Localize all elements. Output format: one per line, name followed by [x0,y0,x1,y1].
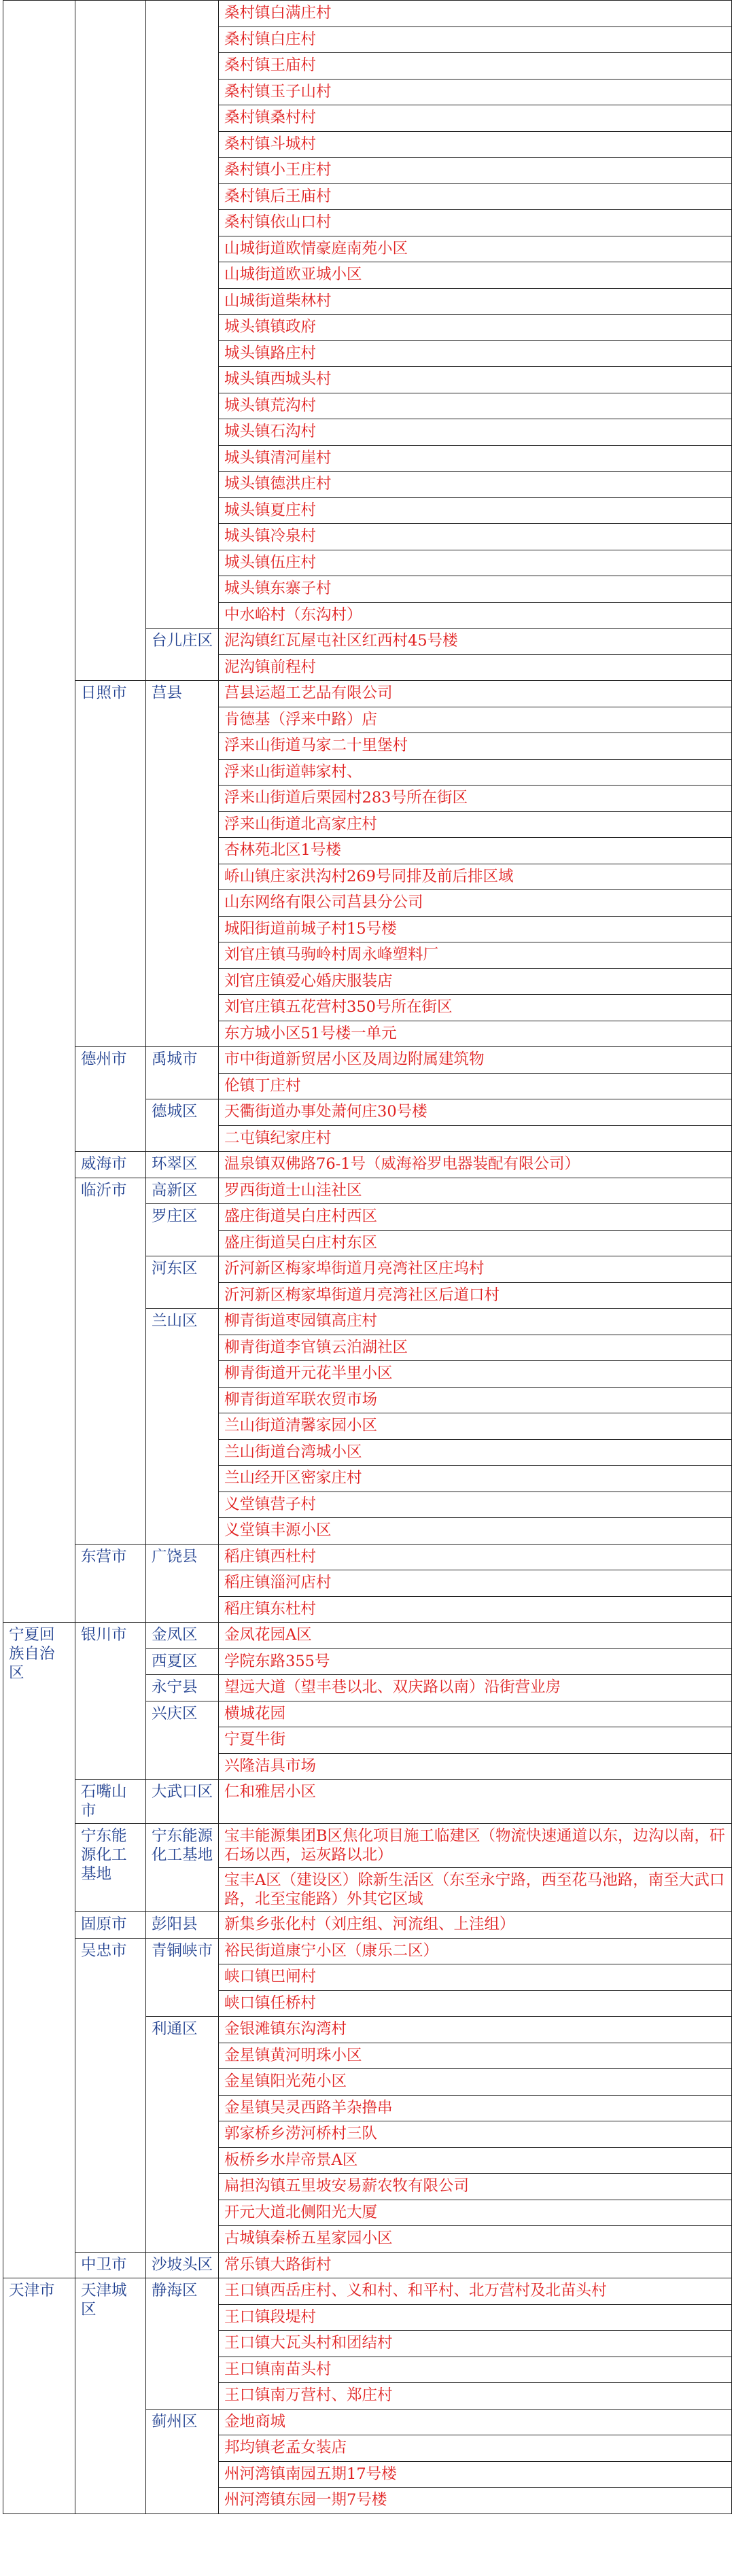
location-cell: 邦均镇老孟女装店 [219,2435,732,2462]
city-cell: 银川市 [75,1623,146,1780]
location-cell: 义堂镇营子村 [219,1492,732,1518]
location-cell: 山东网络有限公司莒县分公司 [219,890,732,917]
location-cell: 沂河新区梅家埠街道月亮湾社区庄坞村 [219,1256,732,1283]
location-cell: 桑村镇小王庄村 [219,158,732,184]
district-cell: 利通区 [146,2017,219,2253]
city-cell: 中卫市 [75,2252,146,2278]
district-cell: 沙坡头区 [146,2252,219,2278]
city-cell: 临沂市 [75,1178,146,1544]
city-cell: 石嘴山市 [75,1780,146,1824]
location-cell: 望远大道（望丰巷以北、双庆路以南）沿街营业房 [219,1675,732,1701]
location-cell: 仁和雅居小区 [219,1780,732,1824]
location-cell: 山城街道柴林村 [219,288,732,315]
location-cell: 城阳街道前城子村15号楼 [219,916,732,942]
location-cell: 温泉镇双佛路76-1号（威海裕罗电器装配有限公司） [219,1152,732,1178]
location-cell: 山城街道欧亚城小区 [219,262,732,289]
risk-area-table [3,0,732,2514]
city-cell: 威海市 [75,1152,146,1178]
location-cell: 浮来山街道后栗园村283号所在街区 [219,786,732,812]
location-cell: 新集乡张化村（刘庄组、河流组、上洼组） [219,1912,732,1939]
district-cell: 台儿庄区 [146,629,219,681]
location-cell: 市中街道新贸居小区及周边附属建筑物 [219,1047,732,1074]
location-cell: 稻庄镇西杜村 [219,1544,732,1570]
district-cell: 罗庄区 [146,1204,219,1256]
location-cell: 城头镇伍庄村 [219,550,732,576]
district-cell: 德城区 [146,1099,219,1152]
table-row [3,681,732,707]
location-cell: 刘官庄镇马驹岭村周永峰塑料厂 [219,942,732,969]
location-cell: 兰山街道清馨家园小区 [219,1413,732,1440]
district-cell: 莒县 [146,681,219,1047]
location-cell: 城头镇夏庄村 [219,497,732,524]
location-cell: 山城街道欧情豪庭南苑小区 [219,236,732,262]
location-cell: 王口镇南苗头村 [219,2357,732,2383]
location-cell: 泥沟镇红瓦屋屯社区红西村45号楼 [219,629,732,655]
location-cell: 王口镇段堤村 [219,2304,732,2331]
location-cell: 桑村镇白满庄村 [219,1,732,27]
location-cell: 柳青街道枣园镇高庄村 [219,1309,732,1335]
table-row [3,1824,732,1868]
table-row [3,1938,732,1964]
district-cell: 兴庆区 [146,1701,219,1780]
table-row [3,1912,732,1939]
district-cell: 静海区 [146,2278,219,2410]
location-cell: 盛庄街道吴白庄村西区 [219,1204,732,1231]
table-row [3,1544,732,1570]
location-cell: 峡口镇任桥村 [219,1990,732,2017]
city-cell: 东营市 [75,1544,146,1623]
location-cell: 刘官庄镇五花营村350号所在街区 [219,995,732,1021]
location-cell: 王口镇大瓦头村和团结村 [219,2331,732,2357]
location-cell: 肯德基（浮来中路）店 [219,707,732,733]
location-cell: 浮来山街道马家二十里堡村 [219,733,732,760]
province-cell [3,1,75,1623]
location-cell: 郭家桥乡涝河桥村三队 [219,2121,732,2148]
location-cell: 东方城小区51号楼一单元 [219,1021,732,1047]
location-cell: 宝丰A区（建设区）除新生活区（东至永宁路，西至花马池路，南至大武口路，北至宝能路）外其它区域 [219,1868,732,1912]
table-row [3,2278,732,2305]
district-cell: 蓟州区 [146,2409,219,2513]
location-cell: 城头镇东寨子村 [219,576,732,603]
district-cell: 宁东能源化工基地 [146,1824,219,1912]
location-cell: 城头镇荒沟村 [219,393,732,419]
location-cell: 桑村镇后王庙村 [219,183,732,210]
district-cell: 永宁县 [146,1675,219,1701]
location-cell: 州河湾镇南园五期17号楼 [219,2461,732,2488]
location-cell: 城头镇冷泉村 [219,524,732,550]
location-cell: 兰山经开区密家庄村 [219,1466,732,1492]
location-cell: 王口镇西岳庄村、义和村、和平村、北万营村及北苗头村 [219,2278,732,2305]
location-cell: 峤山镇庄家洪沟村269号同排及前后排区域 [219,864,732,890]
location-cell: 金凤花园A区 [219,1623,732,1649]
district-cell: 青铜峡市 [146,1938,219,2017]
city-cell: 天津城区 [75,2278,146,2514]
location-cell: 盛庄街道吴白庄村东区 [219,1230,732,1256]
district-cell: 环翠区 [146,1152,219,1178]
location-cell: 州河湾镇东园一期7号楼 [219,2488,732,2514]
district-cell: 金凤区 [146,1623,219,1649]
district-cell: 西夏区 [146,1648,219,1675]
location-cell: 金星镇黄河明珠小区 [219,2043,732,2069]
table-row [3,1047,732,1074]
district-cell: 广饶县 [146,1544,219,1623]
location-cell: 泥沟镇前程村 [219,654,732,681]
location-cell: 沂河新区梅家埠街道月亮湾社区后道口村 [219,1282,732,1309]
location-cell: 刘官庄镇爱心婚庆服装店 [219,968,732,995]
location-cell: 城头镇西城头村 [219,367,732,393]
location-cell: 浮来山街道北高家庄村 [219,811,732,838]
location-cell: 稻庄镇东杜村 [219,1596,732,1623]
province-cell: 宁夏回族自治区 [3,1623,75,2278]
district-cell: 高新区 [146,1178,219,1204]
location-cell: 义堂镇丰源小区 [219,1518,732,1545]
location-cell: 二屯镇纪家庄村 [219,1125,732,1152]
location-cell: 伦镇丁庄村 [219,1073,732,1099]
location-cell: 裕民街道康宁小区（康乐二区） [219,1938,732,1964]
location-cell: 柳青街道开元花半里小区 [219,1361,732,1388]
district-cell: 兰山区 [146,1309,219,1545]
location-cell: 中水峪村（东沟村） [219,602,732,629]
location-cell: 横城花园 [219,1701,732,1727]
location-cell: 杏林苑北区1号楼 [219,838,732,864]
table-row [3,1,732,27]
location-cell: 桑村镇玉子山村 [219,79,732,105]
location-cell: 古城镇秦桥五星家园小区 [219,2226,732,2253]
location-cell: 兴隆洁具市场 [219,1753,732,1780]
city-cell: 日照市 [75,681,146,1047]
location-cell: 柳青街道李官镇云泊湖社区 [219,1335,732,1361]
location-cell: 桑村镇白庄村 [219,27,732,53]
location-cell: 城头镇路庄村 [219,340,732,367]
location-cell: 桑村镇王庙村 [219,53,732,80]
district-cell: 禹城市 [146,1047,219,1099]
location-cell: 城头镇清河崖村 [219,445,732,472]
location-cell: 金地商城 [219,2409,732,2435]
location-cell: 金银滩镇东沟湾村 [219,2017,732,2043]
location-cell: 常乐镇大路街村 [219,2252,732,2278]
location-cell: 桑村镇桑村村 [219,105,732,132]
location-cell: 城头镇德洪庄村 [219,472,732,498]
location-cell: 峡口镇巴闸村 [219,1964,732,1991]
city-cell: 宁东能源化工基地 [75,1824,146,1912]
city-cell [75,1,146,681]
table-row [3,1623,732,1649]
location-cell: 桑村镇依山口村 [219,210,732,236]
location-cell: 扁担沟镇五里坡安易薪农牧有限公司 [219,2174,732,2200]
location-cell: 天衢街道办事处萧何庄30号楼 [219,1099,732,1126]
location-cell: 兰山街道台湾城小区 [219,1439,732,1466]
city-cell: 吴忠市 [75,1938,146,2252]
location-cell: 稻庄镇淄河店村 [219,1570,732,1597]
table-row [3,2252,732,2278]
district-cell: 彭阳县 [146,1912,219,1939]
city-cell: 固原市 [75,1912,146,1939]
location-cell: 宁夏牛街 [219,1727,732,1754]
city-cell: 德州市 [75,1047,146,1152]
location-cell: 城头镇镇政府 [219,315,732,341]
location-cell: 桑村镇斗城村 [219,131,732,158]
location-cell: 柳青街道军联农贸市场 [219,1387,732,1413]
district-cell: 河东区 [146,1256,219,1309]
risk-area-table-body [3,1,732,2514]
location-cell: 板桥乡水岸帝景A区 [219,2147,732,2174]
location-cell: 金星镇吴灵西路羊杂撸串 [219,2095,732,2121]
location-cell: 金星镇阳光苑小区 [219,2069,732,2096]
table-row [3,1178,732,1204]
location-cell: 城头镇石沟村 [219,419,732,446]
location-cell: 王口镇南万营村、郑庄村 [219,2383,732,2410]
district-cell: 大武口区 [146,1780,219,1824]
province-cell: 天津市 [3,2278,75,2514]
location-cell: 莒县运超工艺品有限公司 [219,681,732,707]
table-row [3,1152,732,1178]
location-cell: 宝丰能源集团B区焦化项目施工临建区（物流快速通道以东，边沟以南，矸石场以西，运灰路以北） [219,1824,732,1868]
location-cell: 浮来山街道韩家村、 [219,759,732,786]
location-cell: 学院东路355号 [219,1648,732,1675]
table-row [3,1780,732,1824]
location-cell: 开元大道北侧阳光大厦 [219,2200,732,2226]
district-cell [146,1,219,629]
location-cell: 罗西街道士山洼社区 [219,1178,732,1204]
